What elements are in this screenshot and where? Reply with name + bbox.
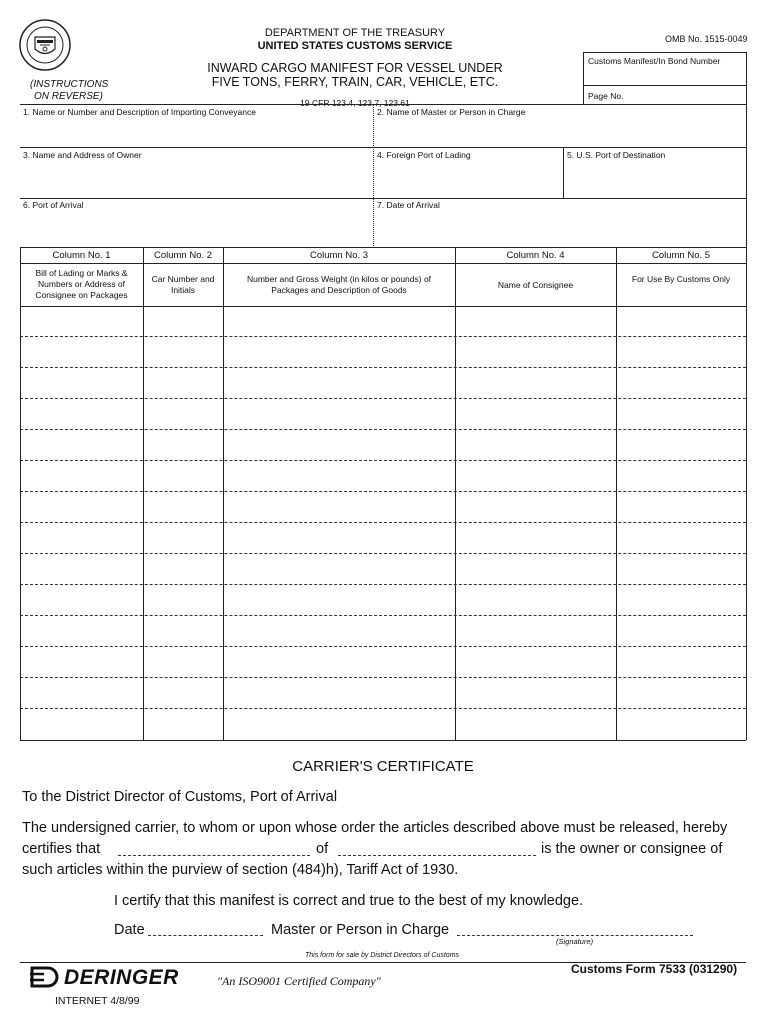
column-2-description: Car Number and Initials (151, 274, 215, 295)
field-6-label: 6. Port of Arrival (23, 200, 84, 210)
master-name-field[interactable] (376, 118, 744, 146)
table-row[interactable] (20, 584, 746, 585)
of-label: of (316, 841, 329, 857)
date-label: Date (114, 922, 145, 938)
field-2-label: 2. Name of Master or Person in Charge (377, 107, 526, 117)
signature-label: (Signature) (556, 937, 594, 946)
signature-field[interactable] (457, 935, 693, 936)
deringer-brand: DERINGER (64, 966, 179, 989)
column-1-header: Column No. 1 (52, 250, 111, 261)
table-row[interactable] (20, 367, 746, 368)
manifest-number-label: Customs Manifest/In Bond Number (588, 56, 721, 66)
field-4-label: 4. Foreign Port of Lading (377, 150, 471, 160)
date-of-arrival-field[interactable] (376, 211, 744, 245)
table-row[interactable] (20, 336, 746, 337)
table-row[interactable] (20, 429, 746, 430)
owner-address-field[interactable] (22, 161, 370, 196)
page-no-field[interactable] (640, 87, 740, 102)
certificate-title: CARRIER'S CERTIFICATE (292, 758, 474, 775)
table-row[interactable] (20, 615, 746, 616)
manifest-number-field[interactable] (584, 66, 744, 84)
page-no-label: Page No. (588, 91, 624, 101)
port-of-arrival-field[interactable] (22, 211, 370, 245)
certifies-that-label: certifies that (22, 841, 101, 857)
table-row[interactable] (20, 677, 746, 678)
table-row[interactable] (20, 460, 746, 461)
iso-certification: "An ISO9001 Certified Company" (217, 974, 381, 988)
certificate-paragraph-3: such articles within the purview of section (484)h), Tariff Act of 1930. (22, 862, 459, 878)
of-field[interactable] (338, 855, 536, 856)
column-4-description: Name of Consignee (497, 280, 574, 290)
deringer-logo-icon (30, 965, 66, 989)
master-person-label: Master or Person in Charge (271, 922, 450, 938)
table-row[interactable] (20, 398, 746, 399)
department-name: DEPARTMENT OF THE TREASURY (264, 27, 446, 39)
column-2-header: Column No. 2 (153, 250, 213, 261)
certificate-addressee: To the District Director of Customs, Port of Arrival (22, 789, 338, 805)
owner-consignee-text: is the owner or consignee of (541, 841, 723, 857)
instructions-note-1: (INSTRUCTIONS (30, 79, 109, 90)
field-1-label: 1. Name or Number and Description of Importing Conveyance (23, 107, 256, 117)
form-number: Customs Form 7533 (031290) (571, 962, 738, 976)
table-row[interactable] (20, 522, 746, 523)
sale-note: This form for sale by District Directors of Customs (305, 952, 460, 959)
importing-conveyance-field[interactable] (22, 118, 370, 146)
field-7-label: 7. Date of Arrival (377, 200, 440, 210)
table-row[interactable] (20, 708, 746, 709)
table-row[interactable] (20, 646, 746, 647)
certificate-paragraph-1: The undersigned carrier, to whom or upon whose order the articles described above must be released, hereby (22, 820, 728, 836)
treasury-seal-logo (18, 18, 72, 72)
field-5-label: 5. U.S. Port of Destination (567, 150, 666, 160)
date-field[interactable] (148, 935, 263, 936)
column-3-description: Number and Gross Weight (in kilos or pounds) of Packages and Description of Goods (246, 274, 432, 295)
cfr-reference: 19 CFR 123.4, 123.7, 123.61 (300, 98, 410, 108)
table-row[interactable] (20, 491, 746, 492)
internet-date: INTERNET 4/8/99 (55, 995, 140, 1007)
omb-number: OMB No. 1515-0049 (665, 34, 748, 44)
column-5-header: Column No. 5 (651, 250, 711, 261)
column-1-description: Bill of Lading or Marks & Numbers or Address of Consignee on Packages (35, 268, 128, 300)
instructions-note-2: ON REVERSE) (34, 91, 103, 102)
table-row[interactable] (20, 553, 746, 554)
certifies-that-field[interactable] (118, 855, 310, 856)
column-4-header: Column No. 4 (506, 250, 565, 261)
foreign-port-field[interactable] (376, 161, 561, 196)
column-3-header: Column No. 3 (309, 250, 369, 261)
service-name: UNITED STATES CUSTOMS SERVICE (257, 40, 453, 52)
form-title-line1: INWARD CARGO MANIFEST FOR VESSEL UNDER (207, 61, 503, 75)
certify-statement: I certify that this manifest is correct and true to the best of my knowledge. (114, 893, 584, 909)
column-5-description: For Use By Customs Only (631, 274, 731, 284)
form-title-line2: FIVE TONS, FERRY, TRAIN, CAR, VEHICLE, ETC. (211, 75, 499, 89)
field-3-label: 3. Name and Address of Owner (23, 150, 142, 160)
us-port-destination-field[interactable] (566, 161, 744, 196)
